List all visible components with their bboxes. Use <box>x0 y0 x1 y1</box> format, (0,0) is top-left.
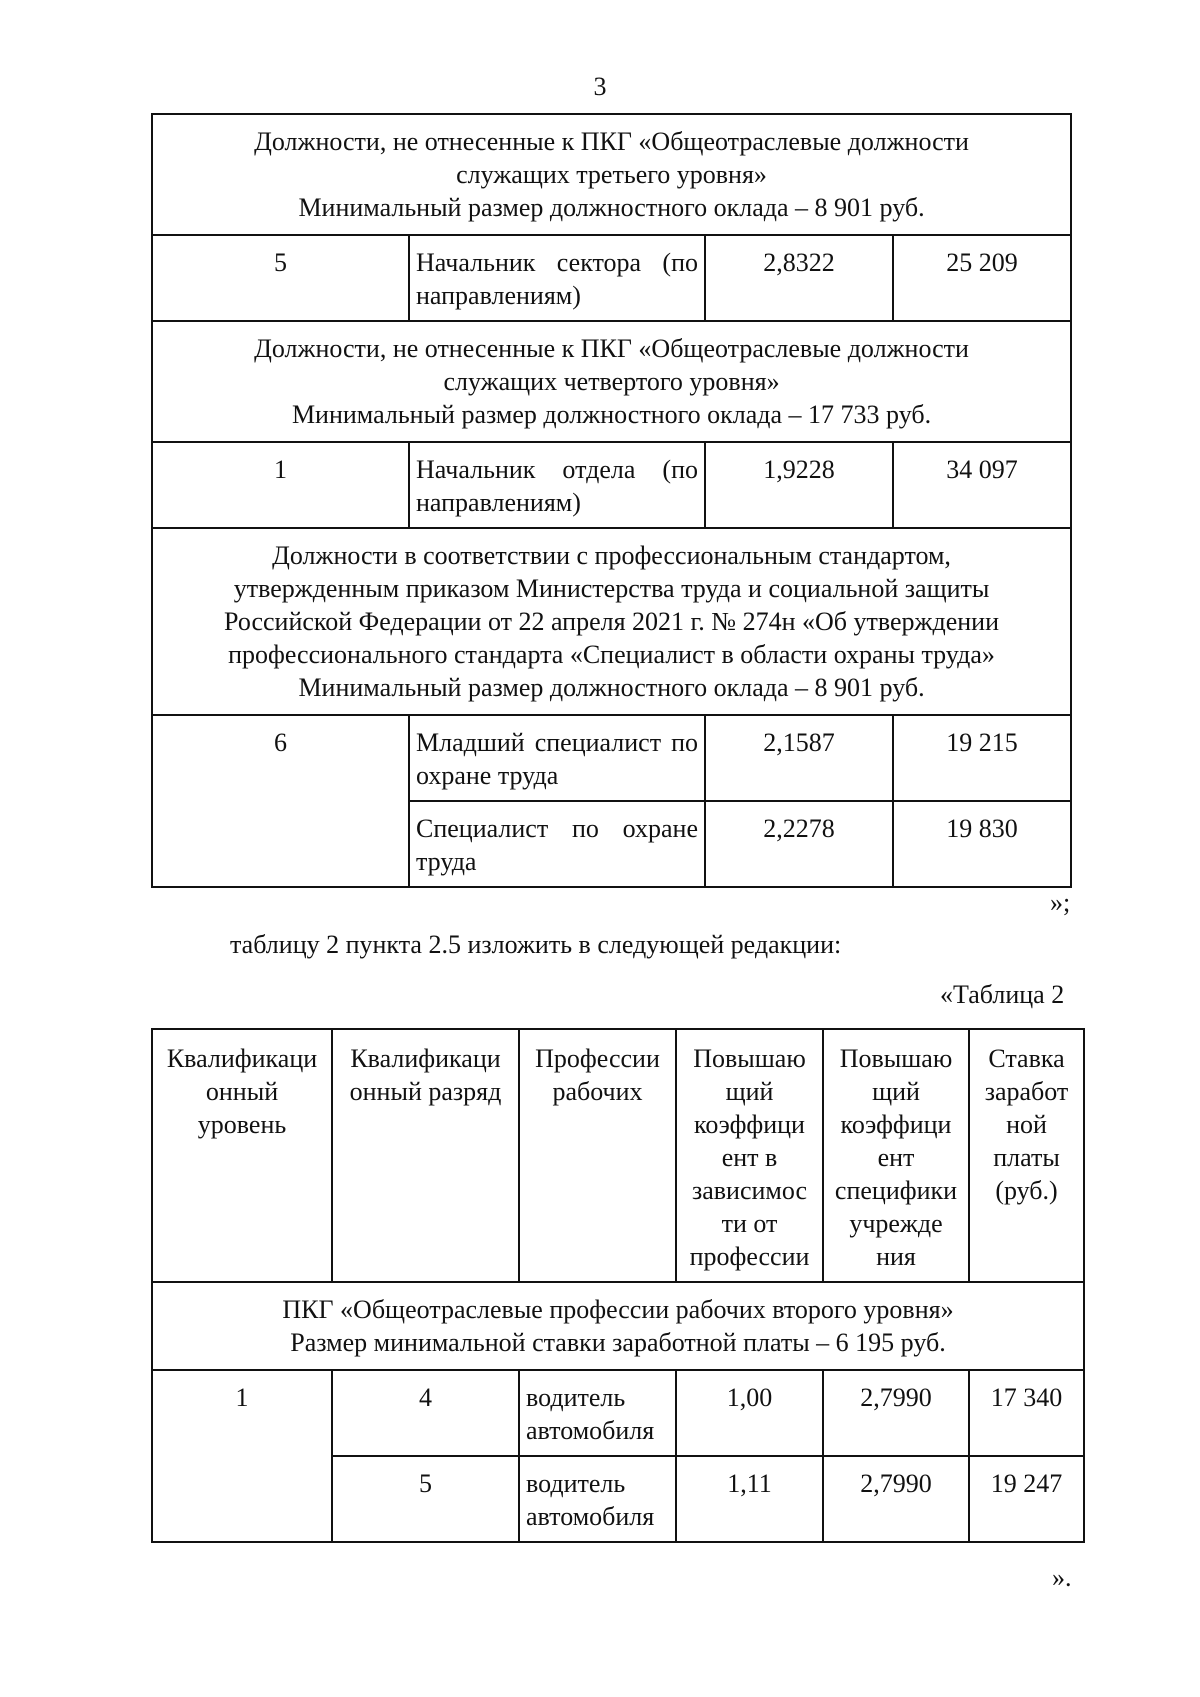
group-header-line: Минимальный размер должностного оклада – 8 901 руб. <box>298 193 925 222</box>
group-header-line: Минимальный размер должностного оклада – 17 733 руб. <box>291 400 932 429</box>
position-name-cell: Начальник отдела (по направлениям) <box>409 442 705 528</box>
grade-cell: 5 <box>332 1456 519 1542</box>
salary-cell: 19 830 <box>893 801 1071 887</box>
level-cell: 5 <box>152 235 409 321</box>
group-header-row <box>152 321 1071 442</box>
group-header-line: Должности в соответствии с профессиональным стандартом, <box>272 541 951 570</box>
group-header-row <box>152 528 1071 715</box>
wage-rate-cell: 17 340 <box>969 1370 1084 1456</box>
worker-rates-table <box>151 1028 1085 1543</box>
column-header-row <box>152 1029 1084 1282</box>
group-header-line: утвержденным приказом Министерства труда и социальной защиты <box>233 574 990 603</box>
group-header-line: служащих четвертого уровня» <box>443 367 780 396</box>
profession-cell: водитель автомобиля <box>519 1370 676 1456</box>
group-header-line: Минимальный размер должностного оклада – 8 901 руб. <box>298 673 925 702</box>
closing-quote: ». <box>1052 1563 1072 1592</box>
profession-coefficient-cell: 1,00 <box>676 1370 823 1456</box>
level-cell: 1 <box>152 442 409 528</box>
amendment-paragraph: таблицу 2 пункта 2.5 изложить в следующей редакции: <box>230 930 842 959</box>
positions-table <box>151 113 1072 888</box>
column-header: Профессии рабочих <box>519 1029 676 1282</box>
institution-coefficient-cell: 2,7990 <box>823 1370 969 1456</box>
column-header: Ставка заработ ной платы (руб.) <box>969 1029 1084 1282</box>
group-header <box>152 114 1071 235</box>
position-name-cell: Младший специалист по охране труда <box>409 715 705 801</box>
wage-rate-cell: 19 247 <box>969 1456 1084 1542</box>
group-header-line: профессионального стандарта «Специалист в области охраны труда» <box>228 640 995 669</box>
column-header: Повышаю щий коэффици ент специфики учрежде ния <box>823 1029 969 1282</box>
column-header: Повышаю щий коэффици ент в зависимос ти от профессии <box>676 1029 823 1282</box>
level-cell: 6 <box>152 715 409 887</box>
salary-cell: 34 097 <box>893 442 1071 528</box>
coefficient-cell: 2,1587 <box>705 715 893 801</box>
group-header-row <box>152 1282 1084 1370</box>
group-header-line: Размер минимальной ставки заработной платы – 6 195 руб. <box>290 1328 946 1357</box>
coefficient-cell: 2,8322 <box>705 235 893 321</box>
group-header-line: служащих третьего уровня» <box>456 160 767 189</box>
page-number: 3 <box>593 72 607 101</box>
grade-cell: 4 <box>332 1370 519 1456</box>
column-header: Квалификаци онный уровень <box>152 1029 332 1282</box>
table-row <box>152 1370 1084 1456</box>
position-name-cell: Начальник сектора (по направлениям) <box>409 235 705 321</box>
closing-quote: »; <box>1050 888 1071 917</box>
group-header-line: Должности, не отнесенные к ПКГ «Общеотраслевые должности <box>254 334 969 363</box>
group-header <box>152 321 1071 442</box>
salary-cell: 25 209 <box>893 235 1071 321</box>
profession-coefficient-cell: 1,11 <box>676 1456 823 1542</box>
table-row <box>152 442 1071 528</box>
table-label: «Таблица 2 <box>940 980 1065 1009</box>
table-row <box>152 715 1071 801</box>
group-header-row <box>152 114 1071 235</box>
salary-cell: 19 215 <box>893 715 1071 801</box>
coefficient-cell: 1,9228 <box>705 442 893 528</box>
level-cell: 1 <box>152 1370 332 1542</box>
position-name-cell: Специалист по охране труда <box>409 801 705 887</box>
column-header: Квалификаци онный разряд <box>332 1029 519 1282</box>
group-header-line: Должности, не отнесенные к ПКГ «Общеотраслевые должности <box>254 127 969 156</box>
institution-coefficient-cell: 2,7990 <box>823 1456 969 1542</box>
profession-cell: водитель автомобиля <box>519 1456 676 1542</box>
group-header <box>152 1282 1084 1370</box>
group-header-line: ПКГ «Общеотраслевые профессии рабочих второго уровня» <box>282 1295 954 1324</box>
table-row <box>152 235 1071 321</box>
group-header-line: Российской Федерации от 22 апреля 2021 г. № 274н «Об утверждении <box>224 607 1000 636</box>
coefficient-cell: 2,2278 <box>705 801 893 887</box>
group-header <box>152 528 1071 715</box>
